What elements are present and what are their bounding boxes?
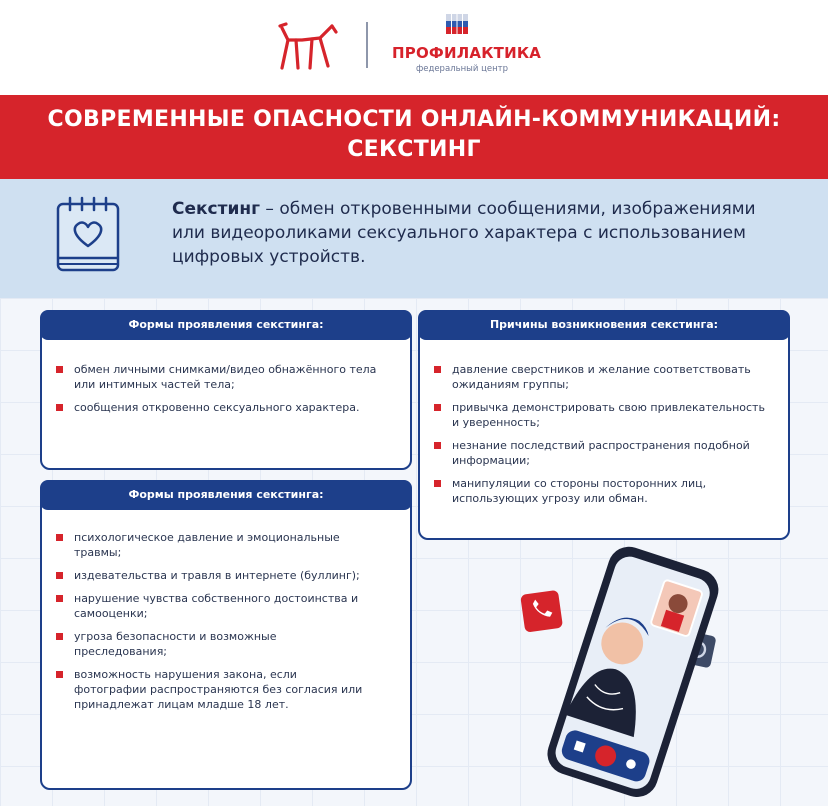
flag-logo-icon: [446, 14, 468, 34]
consequences-list: [52, 530, 372, 720]
list-item: давление сверстников и желание соответствовать ожиданиям группы;: [430, 362, 770, 392]
list-item: нарушение чувства собственного достоинства и самооценки;: [52, 591, 372, 621]
definition-term: Секстинг: [172, 199, 261, 219]
org-subtitle: федеральный центр: [415, 64, 509, 74]
list-item: возможность нарушения закона, если фотографии распространяются без согласия или принадлежат лицам младше 18 лет.: [52, 667, 372, 712]
list-item: угроза безопасности и возможные преследования;: [52, 629, 372, 659]
header: [0, 0, 828, 95]
causes-card-title: Причины возникновения секстинга:: [418, 310, 790, 340]
calendar-heart-icon: [52, 194, 124, 276]
title-banner: [0, 95, 828, 179]
list-item: издевательства и травля в интернете (буллинг);: [52, 568, 372, 583]
page-title-line1: СОВРЕМЕННЫЕ ОПАСНОСТИ ОНЛАЙН-КОММУНИКАЦИЙ:: [47, 107, 781, 132]
list-item: привычка демонстрировать свою привлекательность и уверенность;: [430, 400, 770, 430]
phone-call-icon: [520, 590, 563, 633]
list-item: обмен личными снимками/видео обнажённого тела или интимных частей тела;: [52, 362, 392, 392]
consequences-card: [40, 480, 412, 790]
page-title: [0, 105, 828, 165]
definition-body: – обмен откровенными сообщениями, изображениями или видеороликами сексуального характера с использованием цифровых устройств.: [172, 199, 756, 267]
consequences-card-title: Формы проявления секстинга:: [40, 480, 412, 510]
org-title: ПРОФИЛАКТИКА: [392, 44, 542, 62]
list-item: сообщения откровенно сексуального характера.: [52, 400, 392, 415]
horse-logo-icon: [276, 18, 338, 72]
list-item: психологическое давление и эмоциональные травмы;: [52, 530, 372, 560]
forms-list: [52, 362, 392, 423]
definition-text: [172, 197, 772, 269]
causes-list: [430, 362, 770, 514]
list-item: незнание последствий распространения подобной информации;: [430, 438, 770, 468]
list-item: манипуляции со стороны посторонних лиц, использующих угрозу или обман.: [430, 476, 770, 506]
causes-card: [418, 310, 790, 540]
phone-illustration: [500, 540, 720, 806]
forms-card-title: Формы проявления секстинга:: [40, 310, 412, 340]
page-title-line2: СЕКСТИНГ: [347, 137, 481, 162]
forms-card: [40, 310, 412, 470]
logo-divider: [366, 22, 368, 68]
